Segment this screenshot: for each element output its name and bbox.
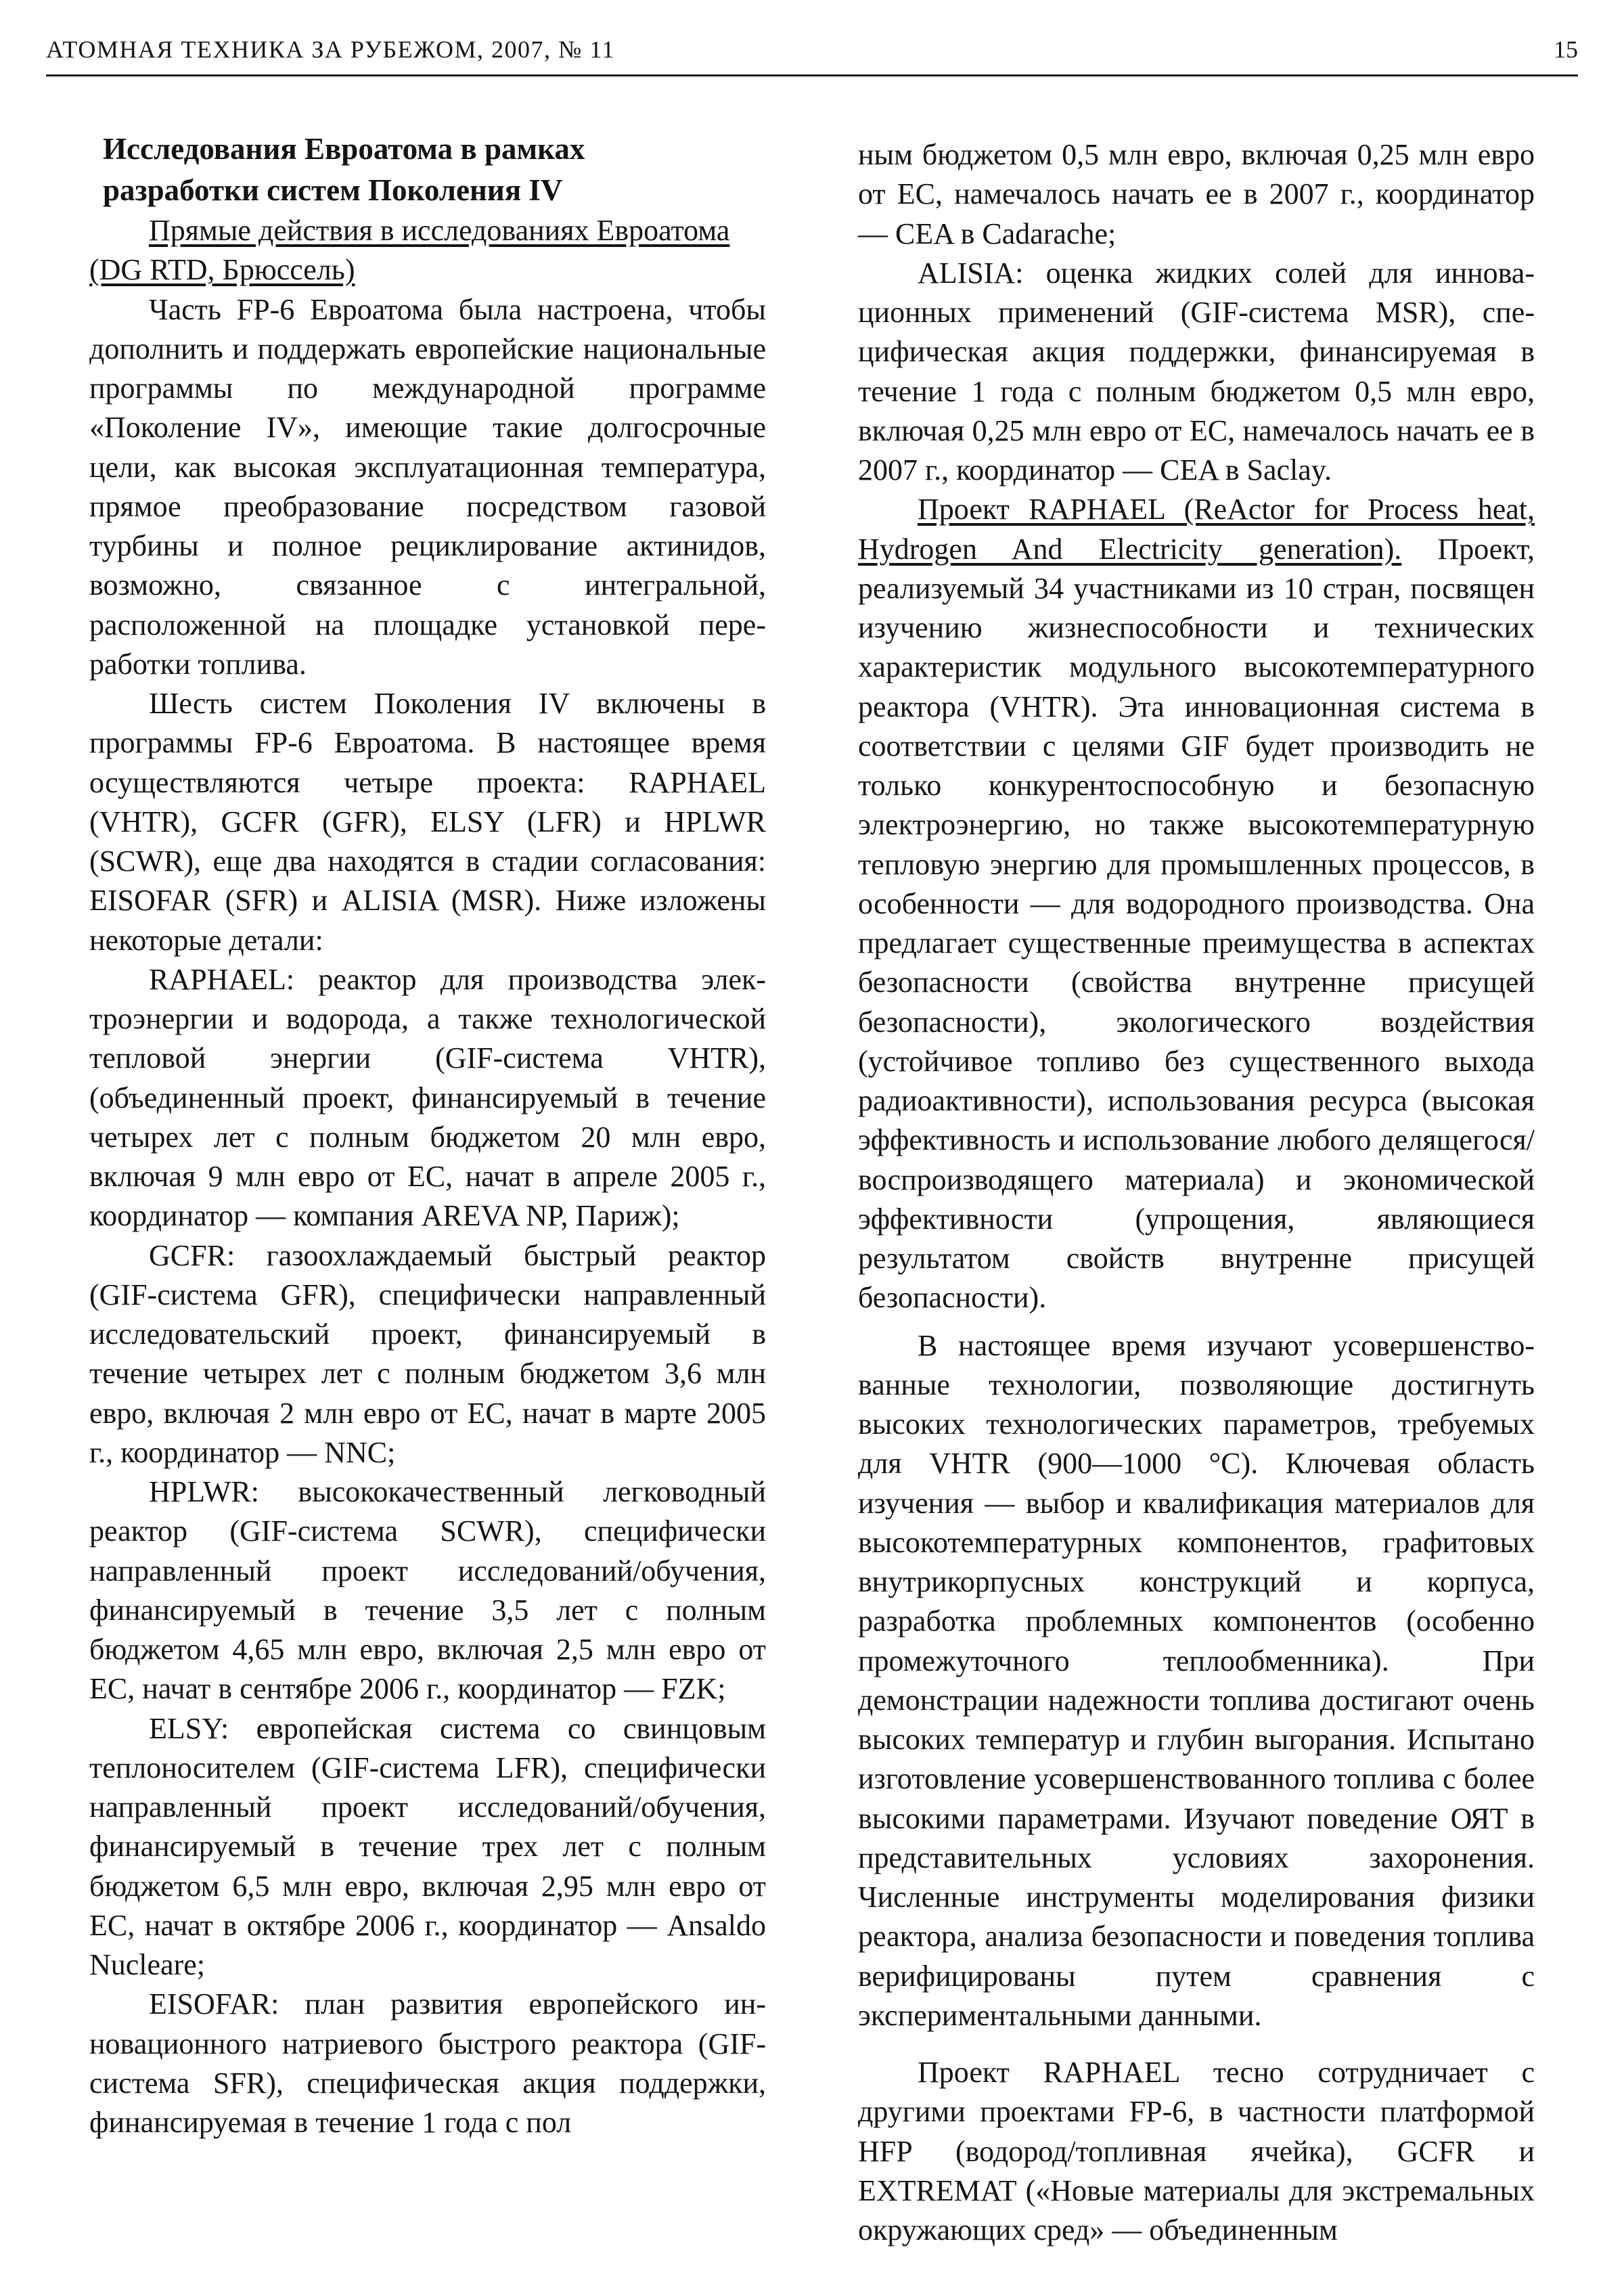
paragraph-eisofar: EISOFAR: план развития европейского инновационного натриевого быстрого реактора (GIF-система SFR), специфическая акция поддержки, финансируемая в течение 1 года с пол [89, 1987, 766, 2140]
journal-title: АТОМНАЯ ТЕХНИКА ЗА РУБЕЖОМ, 2007, № 11 [46, 36, 616, 63]
raphael-project-heading: Проект RAPHAEL (ReActor for Process heat, Hydrogen And Electricity generation). [858, 493, 1535, 566]
paragraph-alisia: ALISIA: оценка жидких солей для инновационных применений (GIF-система MSR), специфическая акция поддержки, финансируемая в течение 1 года с полным бюджетом 0,5 млн евро, включая 0,25 млн евро от ЕС, намечалось начать ее в 2007 г., координатор — CEA в Saclay. [858, 256, 1535, 487]
article-title-line-1: Исследования Евроатома в рамках [103, 132, 585, 166]
paragraph-elsy: ELSY: европейская система со свинцовым теплоносителем (GIF-система LFR), специфически направленный проект исследований/обучения, финансируемый в течение трех лет с полным бюджетом 6,5 млн евро, включая 2,95 млн евро от ЕС, начат в октябре 2006 г., координатор — Ansaldo Nucleare; [89, 1711, 766, 1982]
article-title-line-2: разработки систем Поколения IV [103, 173, 563, 207]
section-subheading: Прямые действия в исследованиях Евроатома (DG RTD, Брюссель) [89, 213, 730, 287]
paragraph-raphael: RAPHAEL: реактор для производства электроэнергии и водорода, а также технологической тепловой энергии (GIF-система VHTR), (объединенный проект, финансируемый в течение четырех лет с полным бюджетом 20 млн евро, включая 9 млн евро от ЕС, начат в апреле 2005 г., координатор — компания AREVA NP, Париж); [89, 962, 766, 1233]
paragraph-gcfr: GCFR: газоохлаждаемый быстрый реактор (GIF-система GFR), специфически направленный исследовательский проект, финансируемый в течение четырех лет с полным бюджетом 3,6 млн евро, включая 2 млн евро от ЕС, начат в марте 2005 г., координатор — NNC; [89, 1238, 766, 1469]
paragraph-cooperation: Проект RAPHAEL тесно сотрудничает с другими проектами FP-6, в частности платформой HFP (водород/топливная ячейка), GCFR и EXTREMAT («Новые материалы для экстремальных окружающих сред» — объединенным [858, 2056, 1535, 2246]
paragraph-hplwr: HPLWR: высококачественный легководный реактор (GIF-система SCWR), специфически направленный проект исследований/обучения, финансируемый в течение 3,5 лет с полным бюджетом 4,65 млн евро, включая 2,5 млн евро от ЕС, начат в сентябре 2006 г., координатор — FZK; [89, 1475, 766, 1706]
paragraph-intro: Часть FP-6 Евроатома была настроена, чтобы дополнить и поддержать европейские национальные программы по международной программе «Поколение IV», имеющие такие долгосрочные цели, как высокая эксплуатационная температура, прямое преобразование посредством газовой турбины и полное рециклирование актинидов, возможно, связанное с интегральной, расположенной на площадке установкой переработки топлива. [89, 292, 766, 681]
paragraph-raphael-project [858, 490, 1535, 1317]
raphael-project-text: Проект, реализуемый 34 участниками из 10 стран, посвящен изучению жизнеспособности и технических характеристик модульного высокотемпературного реактора (VHTR). Эта инновационная система в соответствии с целями GIF будет производить не только конкурентоспособную и безопасную электроэнергию, но также высокотемпературную тепловую энергию для промышленных процессов, в особенности — для водородного производства. Она предлагает существенные преимущества в аспектах безопасности (свойства внутренне присущей безопасности), экологического воздействия (устойчивое топливо без существенного выхода радиоактивности), использования ресурса (высокая эффективность и использование любого делящегося/воспроизводящего материала) и экономической эффективности (упрощения, являющиеся результатом свойств внутренне присущей безопасности). [858, 532, 1535, 1315]
paragraph-eisofar-continued: ным бюджетом 0,5 млн евро, включая 0,25 млн евро от ЕС, намечалось начать ее в 2007 г., координатор — CEA в Cadarache; [858, 138, 1535, 250]
paragraph-technologies: В настоящее время изучают усовершенствованные технологии, позволяющие достигнуть высоких технологических параметров, требуемых для VHTR (900—1000 °C). Ключевая область изучения — выбор и квалификация материалов для высокотемпературных компонентов, графитовых внутрикорпусных конструкций и корпуса, разработка проблемных компонентов (особенно промежуточного теплообменника). При демонстрации надежности топлива достигают очень высоких температур и глубин выгорания. Испытано изготовление усовершенствованного топлива с более высокими параметрами. Изучают поведение ОЯТ в представительных условиях захоронения. Численные инструменты моделирования физики реактора, анализа безопасности и поведения топлива верифицированы путем сравнения с экспериментальными данными. [858, 1328, 1535, 2032]
paragraph-systems-overview: Шесть систем Поколения IV включены в программы FP-6 Евроатома. В настоящее время осуществляются четыре проекта: RAPHAEL (VHTR), GCFR (GFR), ELSY (LFR) и HPLWR (SCWR), еще два находятся в стадии согласования: EISOFAR (SFR) и ALISIA (MSR). Ниже изложены некоторые детали: [89, 687, 766, 957]
right-column [858, 135, 1535, 2250]
page-number: 15 [1554, 36, 1578, 63]
running-header [46, 35, 1578, 76]
article-title [89, 129, 766, 211]
left-column [89, 129, 766, 2142]
